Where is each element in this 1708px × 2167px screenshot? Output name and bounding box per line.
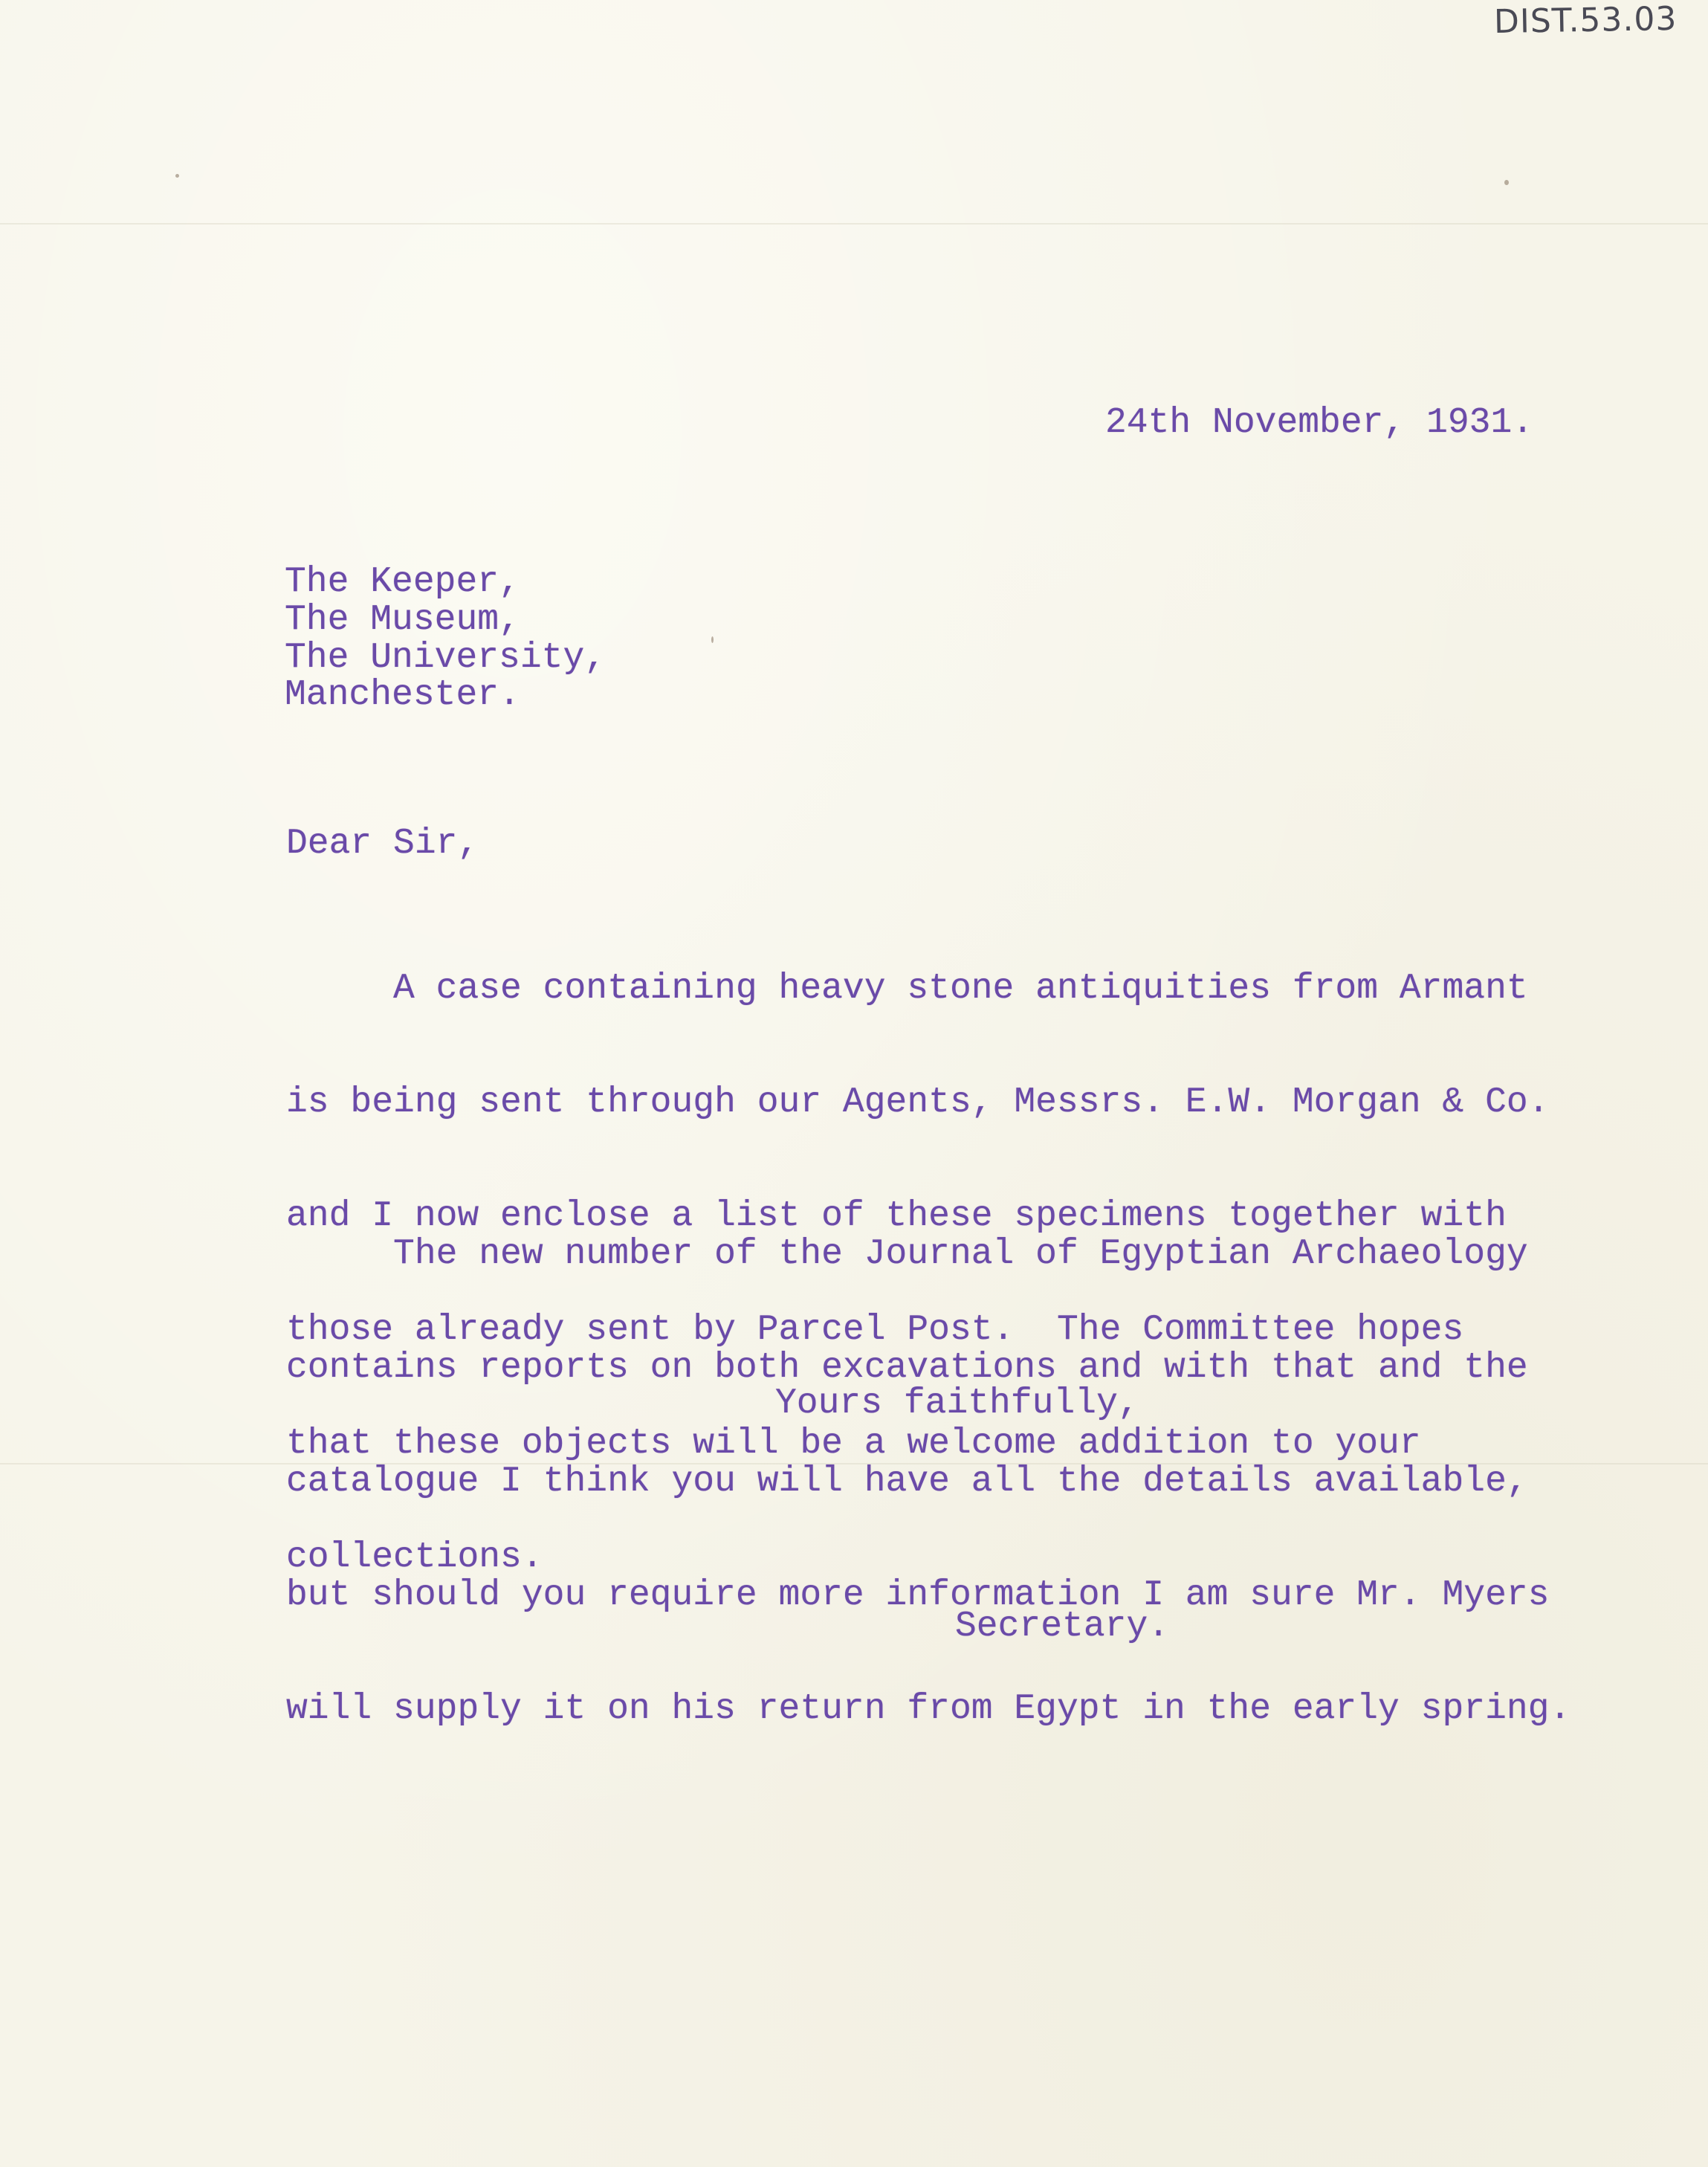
paper-speck <box>1504 180 1509 185</box>
body-line: and I now enclose a list of these specimens together with <box>286 1196 1507 1236</box>
recipient-line: The Keeper, <box>285 562 520 602</box>
letter-date: 24th November, 1931. <box>1105 403 1534 443</box>
signature-title: Secretary. <box>955 1606 1170 1647</box>
body-line: The new number of the Journal of Egyptian Archaeology <box>286 1234 1528 1274</box>
paper-fold-line <box>0 223 1708 225</box>
body-line: but should you require more information I am sure Mr. Myers <box>286 1575 1550 1615</box>
closing: Yours faithfully, <box>775 1383 1139 1424</box>
archive-reference-mark: DIST.53.03 <box>1493 0 1678 42</box>
paper-speck <box>711 636 714 643</box>
paper-speck <box>175 174 179 178</box>
body-line: catalogue I think you will have all the details available, <box>286 1462 1528 1502</box>
recipient-line: Manchester. <box>285 675 520 715</box>
salutation: Dear Sir, <box>286 824 479 864</box>
body-line: will supply it on his return from Egypt in the early spring. <box>286 1689 1571 1729</box>
recipient-line: The Museum, <box>285 600 520 640</box>
body-line: collections. <box>286 1537 543 1577</box>
body-line: contains reports on both excavations and with that and the <box>286 1348 1528 1388</box>
body-line: that these objects will be a welcome addition to your <box>286 1424 1421 1464</box>
recipient-line: The University, <box>285 638 606 678</box>
body-line: those already sent by Parcel Post. The Committee hopes <box>286 1310 1464 1350</box>
body-line: A case containing heavy stone antiquities from Armant <box>286 969 1528 1009</box>
body-line: is being sent through our Agents, Messrs. E.W. Morgan & Co. <box>286 1082 1550 1123</box>
body-paragraph-2 <box>286 1160 1570 1804</box>
